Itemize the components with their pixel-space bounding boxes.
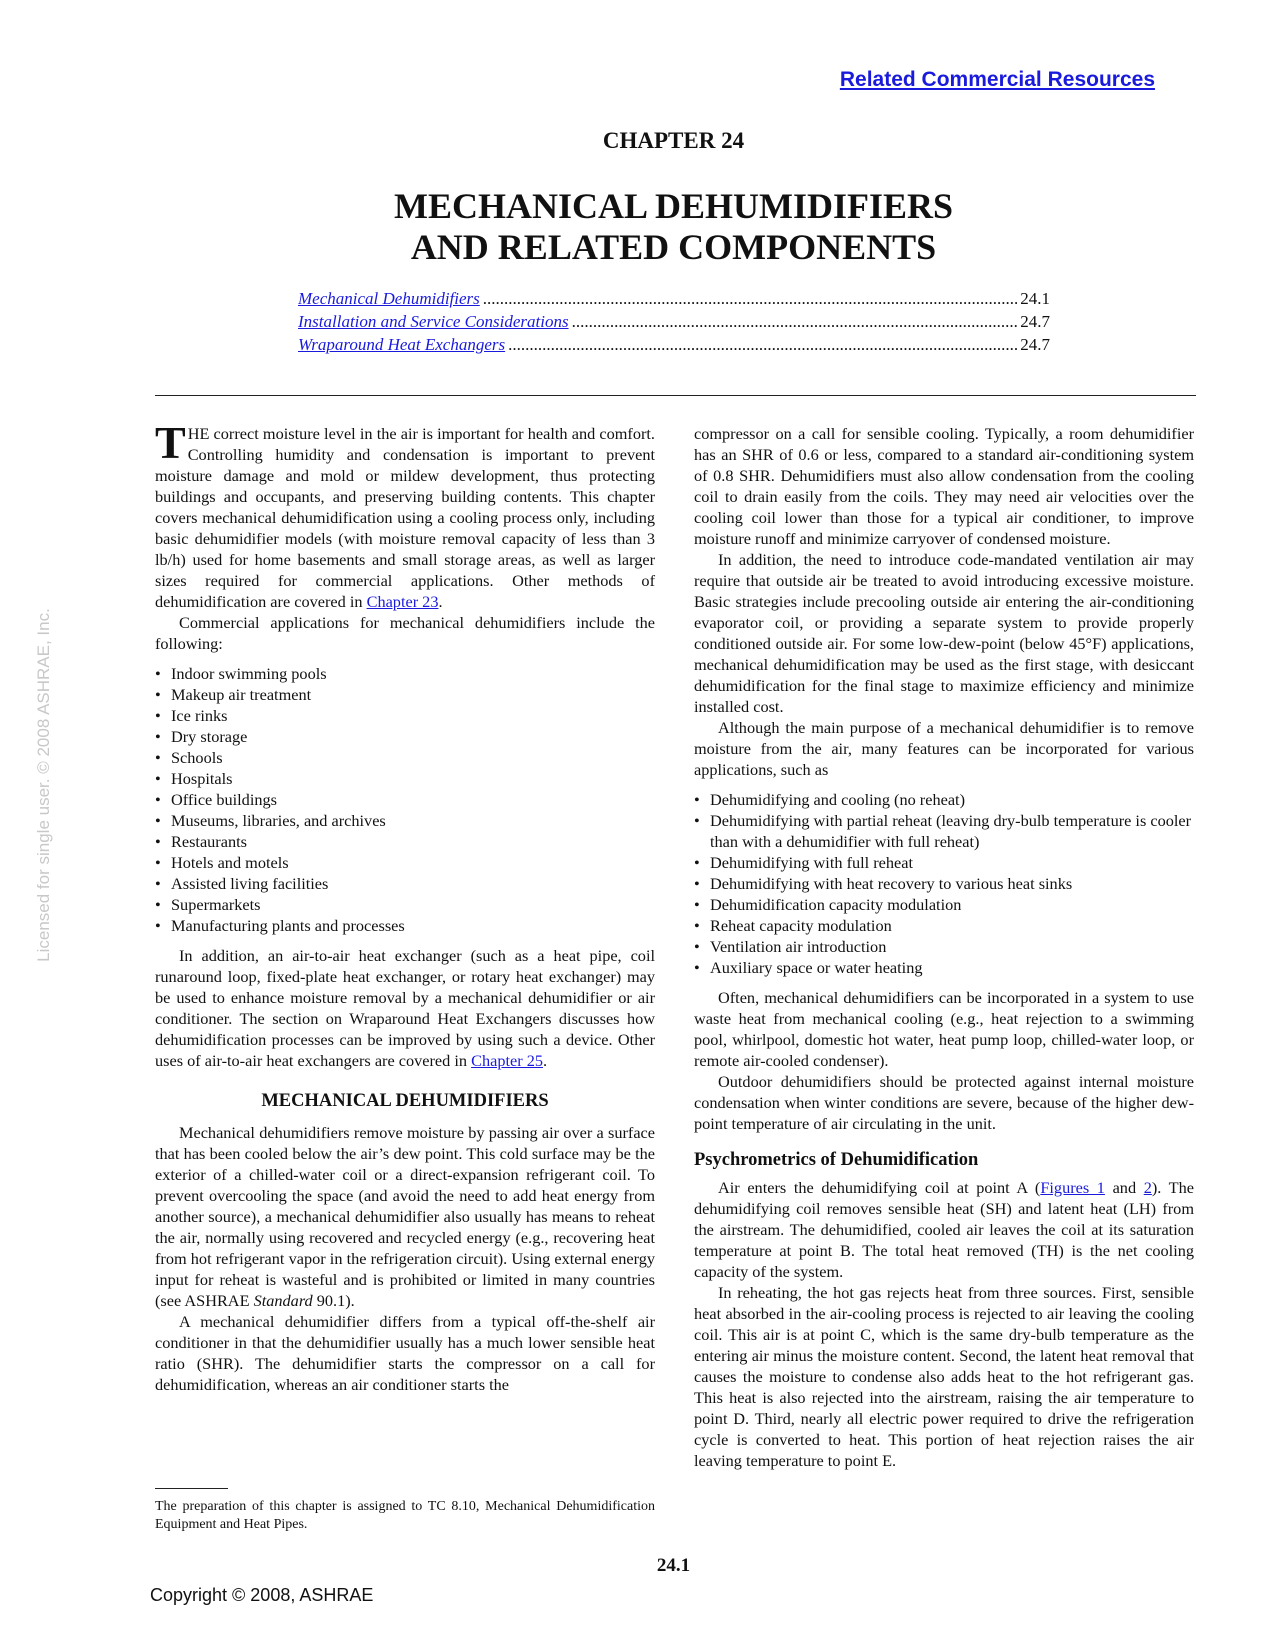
right-column: [694, 423, 1194, 1471]
chapter-23-link[interactable]: Chapter 23: [366, 592, 439, 611]
table-of-contents: [298, 287, 1050, 356]
differs-paragraph: A mechanical dehumidifier differs from a typical off-the-shelf air conditioner in that the dehumidifier usually has a much lower sensible heat ratio (SHR). The dehumidifier starts the compressor on a call for dehumidification, whereas an air conditioner starts the: [155, 1312, 655, 1394]
applications-intro: Commercial applications for mechanical dehumidifiers include the following:: [155, 613, 655, 653]
list-item: • Hospitals: [155, 768, 655, 789]
continued-paragraph: compressor on a call for sensible cooling. Typically, a room dehumidifier has an SHR of 0.6 or less, compared to a standard air-conditioning system of 0.8 SHR. Dehumidifiers must also allow condensation from the cooling coil to drain easily from the coils. They may need air velocities over the cooling coil lower than those for a typical air conditioner, to improve moisture runoff and minimize carryover of condensed moisture.: [694, 424, 1194, 548]
footnote-divider: [155, 1488, 228, 1489]
toc-link-mechanical-dehumidifiers[interactable]: Mechanical Dehumidifiers: [298, 289, 480, 308]
intro-end: .: [438, 592, 443, 611]
list-item: • Museums, libraries, and archives: [155, 810, 655, 831]
mechanical-paragraph: [155, 1122, 655, 1311]
list-item: • Assisted living facilities: [155, 873, 655, 894]
psychrometrics-paragraph: [694, 1177, 1194, 1282]
list-item: • Restaurants: [155, 831, 655, 852]
heat-exchanger-paragraph: [155, 945, 655, 1071]
license-watermark: Licensed for single user. © 2008 ASHRAE, Inc.: [34, 608, 53, 962]
page-number: 24.1: [656, 1555, 691, 1576]
toc-page-number: 24.1: [1020, 289, 1050, 308]
list-item: • Hotels and motels: [155, 852, 655, 873]
footnote: The preparation of this chapter is assigned to TC 8.10, Mechanical Dehumidification Equipment and Heat Pipes.: [155, 1499, 655, 1532]
chapter-title-line2: AND RELATED COMPONENTS: [410, 227, 937, 267]
list-item: • Ventilation air introduction: [694, 936, 1194, 957]
subheading-psychrometrics: Psychrometrics of Dehumidification: [694, 1150, 979, 1170]
list-item: • Makeup air treatment: [155, 684, 655, 705]
toc-row: [298, 333, 1050, 356]
toc-row: [298, 310, 1050, 333]
chapter-number: CHAPTER 24: [602, 128, 745, 153]
mechanical-end: 90.1).: [312, 1291, 355, 1310]
toc-page-number: 24.7: [1020, 312, 1050, 331]
heat-exchanger-end: .: [542, 1051, 548, 1070]
section-heading-mechanical-dehumidifiers: MECHANICAL DEHUMIDIFIERS: [261, 1091, 549, 1111]
standard-italic: Standard: [253, 1291, 313, 1310]
figure-1-link[interactable]: Figures 1: [1040, 1178, 1105, 1197]
chapter-title-line1: MECHANICAL DEHUMIDIFIERS: [393, 186, 954, 226]
features-list: [694, 789, 1194, 978]
copyright-notice: Copyright © 2008, ASHRAE: [150, 1585, 374, 1605]
list-item: • Dehumidification capacity modulation: [694, 894, 1194, 915]
list-item: • Reheat capacity modulation: [694, 915, 1194, 936]
toc-link-installation-service[interactable]: Installation and Service Considerations: [298, 312, 569, 331]
list-item: • Supermarkets: [155, 894, 655, 915]
intro-text: HE correct moisture level in the air is important for health and comfort. Controlling humidity and condensation is important to prevent moisture damage and mold or mildew development, thus protecting buildings and occupants, and preserving building contents. This chapter covers mechanical dehumidification using a cooling process only, including basic dehumidifier models (with moisture removal capacity of less than 3 lb/h) used for home basements and small storage areas, as well as larger sizes required for commercial applications. Other methods of dehumidification are covered in: [155, 424, 655, 611]
list-item: • Auxiliary space or water heating: [694, 957, 1194, 978]
psychro-and: and: [1104, 1178, 1144, 1197]
list-item: • Manufacturing plants and processes: [155, 915, 655, 936]
ventilation-paragraph: In addition, the need to introduce code-mandated ventilation air may require that outside air be treated to avoid introducing excessive moisture. Basic strategies include precooling outside air entering the air-conditioning evaporator coil, or providing a separate system to provide properly conditioned outside air. For some low-dew-point (below 45°F) applications, mechanical dehumidification may be used as the first stage, with desiccant dehumidification for the final stage to maximize efficiency and minimize installed cost.: [694, 550, 1194, 716]
toc-leader-dots: [572, 310, 1018, 333]
chapter-25-link[interactable]: Chapter 25: [471, 1051, 543, 1070]
list-item: • Dry storage: [155, 726, 655, 747]
heat-exchanger-text: In addition, an air-to-air heat exchanger (such as a heat pipe, coil runaround loop, fixed-plate heat exchanger, or rotary heat exchanger) may be used to enhance moisture removal by a mechanical dehumidifier or air conditioner. The section on Wraparound Heat Exchangers discusses how dehumidification processes can be improved by using such a device. Other uses of air-to-air heat exchangers are covered in: [155, 946, 655, 1070]
features-intro: Although the main purpose of a mechanical dehumidifier is to remove moisture from the air, many features can be incorporated for various applications, such as: [694, 718, 1194, 779]
toc-link-wraparound-heat-exchangers[interactable]: Wraparound Heat Exchangers: [298, 335, 506, 354]
list-item: • Indoor swimming pools: [155, 663, 655, 684]
left-column: [155, 417, 655, 1395]
toc-row: [298, 287, 1050, 310]
list-item: • Dehumidifying with full reheat: [694, 852, 1194, 873]
outdoor-paragraph: Outdoor dehumidifiers should be protected against internal moisture condensation when winter conditions are severe, because of the higher dew-point temperature of air circulating in the unit.: [694, 1072, 1194, 1133]
list-item: • Dehumidifying with partial reheat (leaving dry-bulb temperature is cooler than with a dehumidifier with full reheat): [694, 810, 1194, 852]
intro-paragraph: [155, 417, 655, 612]
header-divider: [155, 395, 1196, 396]
list-item: • Dehumidifying and cooling (no reheat): [694, 789, 1194, 810]
psychro-text-b: ). The dehumidifying coil removes sensible heat (SH) and latent heat (LH) from the airstream. The dehumidified, cooled air leaves the coil at its saturation temperature at point B. The total heat removed (TH) is the net cooling capacity of the system.: [694, 1178, 1194, 1281]
toc-page-number: 24.7: [1020, 335, 1050, 354]
list-item: • Office buildings: [155, 789, 655, 810]
list-item: • Dehumidifying with heat recovery to various heat sinks: [694, 873, 1194, 894]
toc-leader-dots: [508, 333, 1017, 356]
related-commercial-resources-link[interactable]: Related Commercial Resources: [839, 68, 1155, 91]
waste-heat-paragraph: Often, mechanical dehumidifiers can be incorporated in a system to use waste heat from mechanical cooling (e.g., heat rejection to a swimming pool, whirlpool, domestic hot water, heat pump loop, chilled-water loop, or remote air-cooled condenser).: [694, 988, 1194, 1070]
figure-2-link[interactable]: 2: [1143, 1178, 1152, 1197]
list-item: • Ice rinks: [155, 705, 655, 726]
reheat-paragraph: In reheating, the hot gas rejects heat from three sources. First, sensible heat absorbed in the air-cooling process is rejected to air leaving the cooling coil. This air is at point C, which is the same dry-bulb temperature as the entering air minus the moisture content. Second, the latent heat removal that causes the moisture to condense also adds heat to the hot refrigerant gas. This heat is also rejected into the airstream, raising the air temperature to point D. Third, nearly all electric power required to drive the refrigeration cycle is converted to heat. This portion of heat rejection raises the air leaving temperature to point E.: [694, 1283, 1194, 1470]
chapter-title: [0, 186, 1263, 268]
list-item: • Schools: [155, 747, 655, 768]
toc-leader-dots: [483, 287, 1017, 310]
psychro-text-a: Air enters the dehumidifying coil at point A (: [718, 1178, 1041, 1197]
drop-cap: T: [155, 417, 186, 468]
applications-list: [155, 663, 655, 936]
mechanical-text: Mechanical dehumidifiers remove moisture by passing air over a surface that has been cooled below the air’s dew point. This cold surface may be the exterior of a chilled-water coil or a direct-expansion refrigerant coil. To prevent overcooling the space (and avoid the need to add heat energy from another source), a mechanical dehumidifier also usually has means to reheat the air, normally using recovered and recycled energy (e.g., recovering heat from hot refrigerant vapor in the refrigeration circuit). Using external energy input for reheat is wasteful and is prohibited or limited in many countries (see ASHRAE: [155, 1123, 655, 1310]
